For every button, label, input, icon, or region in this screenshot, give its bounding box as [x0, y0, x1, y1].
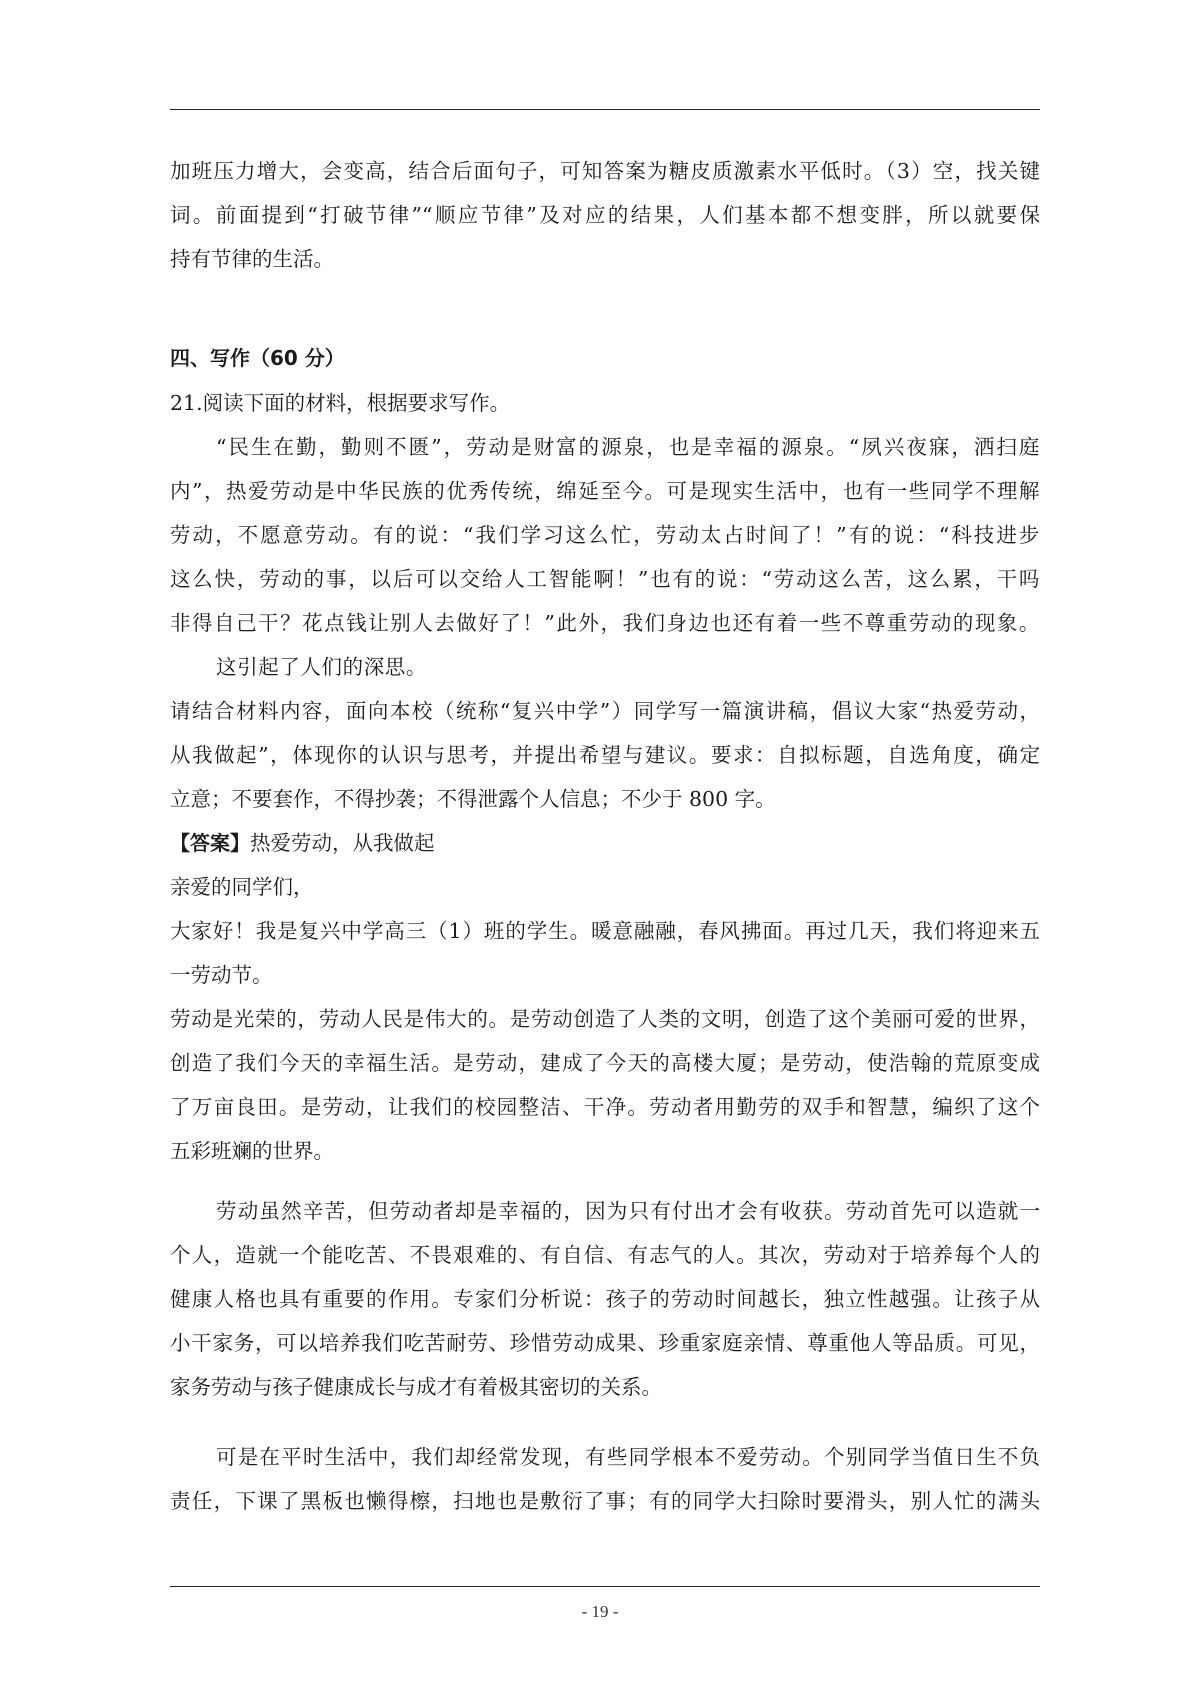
header-rule [170, 109, 1040, 110]
essay-line: 劳动是光荣的，劳动人民是伟大的。是劳动创造了人类的文明，创造了这个美丽可爱的世界， [170, 1007, 1040, 1031]
footer-rule [170, 1586, 1040, 1587]
essay-line: 一劳动节。 [170, 963, 273, 987]
essay-line: 小干家务，可以培养我们吃苦耐劳、珍惜劳动成果、珍重家庭亲情、尊重他人等品质。可见， [170, 1331, 1040, 1355]
section-heading: 四、写作（60 分） [170, 346, 345, 370]
essay-line: 劳动虽然辛苦，但劳动者却是幸福的，因为只有付出才会有收获。劳动首先可以造就一 [216, 1199, 1040, 1223]
essay-line: 了万亩良田。是劳动，让我们的校园整洁、干净。劳动者用勤劳的双手和智慧，编织了这个 [170, 1095, 1040, 1119]
material-line: 这么快，劳动的事，以后可以交给人工智能啊！”也有的说：“劳动这么苦，这么累，干吗 [170, 567, 1040, 591]
material-line: 劳动，不愿意劳动。有的说：“我们学习这么忙，劳动太占时间了！”有的说：“科技进步 [170, 523, 1040, 547]
analysis-line: 词。前面提到“打破节律”“顺应节律”及对应的结果，人们基本都不想变胖，所以就要保 [170, 203, 1040, 227]
question-prompt: 21.阅读下面的材料，根据要求写作。 [170, 391, 511, 415]
essay-line: 家务劳动与孩子健康成长与成才有着极其密切的关系。 [170, 1375, 662, 1399]
analysis-line: 加班压力增大，会变高，结合后面句子，可知答案为糖皮质激素水平低时。（3）空，找关键 [170, 159, 1040, 183]
answer-heading [170, 829, 435, 857]
essay-line: 大家好！我是复兴中学高三（1）班的学生。暖意融融，春风拂面。再过几天，我们将迎来五 [170, 919, 1040, 943]
requirement-line: 请结合材料内容，面向本校（统称“复兴中学”）同学写一篇演讲稿，倡议大家“热爱劳动， [170, 699, 1040, 723]
analysis-line: 持有节律的生活。 [170, 247, 334, 271]
essay-line: 健康人格也具有重要的作用。专家们分析说：孩子的劳动时间越长，独立性越强。让孩子从 [170, 1287, 1040, 1311]
material-line: 非得自己干？花点钱让别人去做好了！”此外，我们身边也还有着一些不尊重劳动的现象。 [170, 611, 1040, 635]
requirement-line: 从我做起”，体现你的认识与思考，并提出希望与建议。要求：自拟标题，自选角度，确定 [170, 743, 1040, 767]
material-line: 这引起了人们的深思。 [216, 655, 427, 679]
answer-title: 热爱劳动，从我做起 [250, 831, 435, 855]
page-number: - 19 - [581, 1602, 619, 1621]
material-line: 内”，热爱劳动是中华民族的优秀传统，绵延至今。可是现实生活中，也有一些同学不理解 [170, 479, 1040, 503]
material-line: “民生在勤，勤则不匮”，劳动是财富的源泉，也是幸福的源泉。“夙兴夜寐，洒扫庭 [216, 435, 1040, 459]
essay-line: 创造了我们今天的幸福生活。是劳动，建成了今天的高楼大厦；是劳动，使浩翰的荒原变成 [170, 1051, 1040, 1075]
essay-line: 五彩班斓的世界。 [170, 1139, 334, 1163]
essay-line: 个人，造就一个能吃苦、不畏艰难的、有自信、有志气的人。其次，劳动对于培养每个人的 [170, 1243, 1040, 1267]
salutation: 亲爱的同学们， [170, 875, 314, 899]
answer-label: 【答案】 [170, 831, 250, 855]
essay-line: 可是在平时生活中，我们却经常发现，有些同学根本不爱劳动。个别同学当值日生不负 [216, 1445, 1040, 1469]
requirement-line: 立意；不要套作，不得抄袭；不得泄露个人信息；不少于 800 字。 [170, 787, 776, 811]
essay-line: 责任，下课了黑板也懒得檫，扫地也是敷衍了事；有的同学大扫除时要滑头，别人忙的满头 [170, 1489, 1040, 1513]
